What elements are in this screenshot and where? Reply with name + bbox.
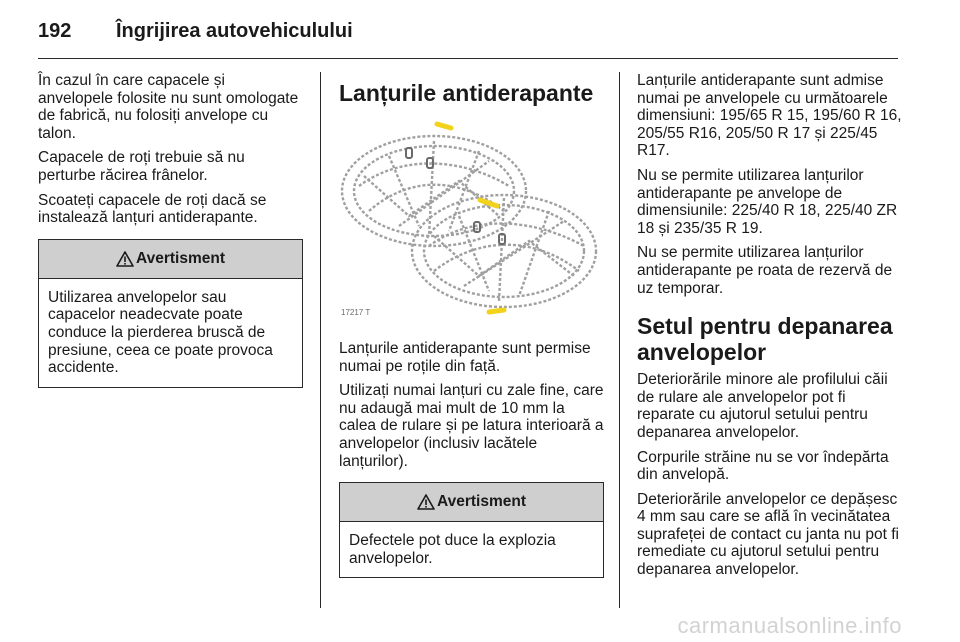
- warning-text: Utilizarea anvelopelor sau capacelor neadecvate poate conduce la pierderea bruscă de presiune, ceea ce poate provoca accidente.: [48, 288, 273, 377]
- warning-box: [38, 239, 303, 388]
- paragraph: Nu se permite utilizarea lanțurilor antiderapante pe roata de rezervă de uz temporar.: [637, 244, 893, 297]
- column-divider: [320, 72, 321, 608]
- figure-code: 17217 T: [341, 308, 371, 318]
- paragraph: Lanțurile antiderapante sunt admise numai pe anvelopele cu următoarele dimensiuni: 195/65 R 15, 195/60 R 16, 205/55 R16, 205/50 R 17 și 225/45 R17.: [637, 72, 902, 160]
- paragraph: Corpurile străine nu se vor îndepărta din anvelopă.: [637, 448, 889, 484]
- paragraph: Utilizați numai lanțuri cu zale fine, care nu adaugă mai mult de 10 mm la calea de rulare și pe latura interioară a anvelopelor (inclusiv lacătele lanțurilor).: [339, 382, 604, 470]
- column-divider: [619, 72, 620, 608]
- paragraph: Scoateți capacele de roți dacă se instalează lanțuri antiderapante.: [38, 191, 267, 227]
- paragraph: Deteriorările anvelopelor ce depășesc 4 mm sau care se află în vecinătatea suprafeței de contact cu janta nu pot fi remediate cu ajutorul setului pentru depanarea anvelopelor.: [637, 490, 899, 579]
- warning-title: Avertisment: [135, 249, 225, 267]
- page-header: [38, 8, 898, 48]
- warning-box: [339, 482, 604, 578]
- column-right: [637, 72, 903, 586]
- column-middle: [339, 72, 604, 578]
- paragraph: În cazul în care capacele și anvelopele folosite nu sunt omologate de fabrică, nu folosiți anvelope cu talon.: [38, 72, 299, 142]
- paragraph: Deteriorările minore ale profilului căii de rulare ale anvelopelor pot fi reparate cu ajutorul setului pentru depanarea anvelopelor.: [637, 371, 888, 441]
- paragraph: Capacele de roți trebuie să nu perturbe răcirea frânelor.: [38, 149, 245, 184]
- section-heading: Lanțurile antiderapante: [339, 80, 594, 106]
- snow-chains-figure: [339, 116, 604, 326]
- snow-chains-illustration: [339, 116, 604, 326]
- section-heading: Setul pentru depanarea anvelopelor: [637, 313, 893, 366]
- paragraph: Lanțurile antiderapante sunt permise numai pe roțile din față.: [339, 340, 591, 375]
- page-number: 192: [38, 20, 72, 42]
- warning-title: Avertisment: [436, 493, 526, 511]
- chapter-title: Îngrijirea autovehiculului: [116, 20, 353, 42]
- header-rule: [38, 58, 898, 59]
- column-left: [38, 72, 303, 388]
- watermark: carmanualsonline.info: [677, 613, 902, 638]
- warning-triangle-icon: [417, 494, 435, 510]
- warning-header: [39, 240, 302, 279]
- warning-header: [340, 483, 603, 522]
- warning-text: Defectele pot duce la explozia anvelopelor.: [349, 532, 556, 567]
- paragraph: Nu se permite utilizarea lanțurilor antiderapante pe anvelope de dimensiunile: 225/40 R 18, 225/40 ZR 18 și 235/35 R 19.: [637, 166, 898, 237]
- warning-triangle-icon: [116, 251, 134, 267]
